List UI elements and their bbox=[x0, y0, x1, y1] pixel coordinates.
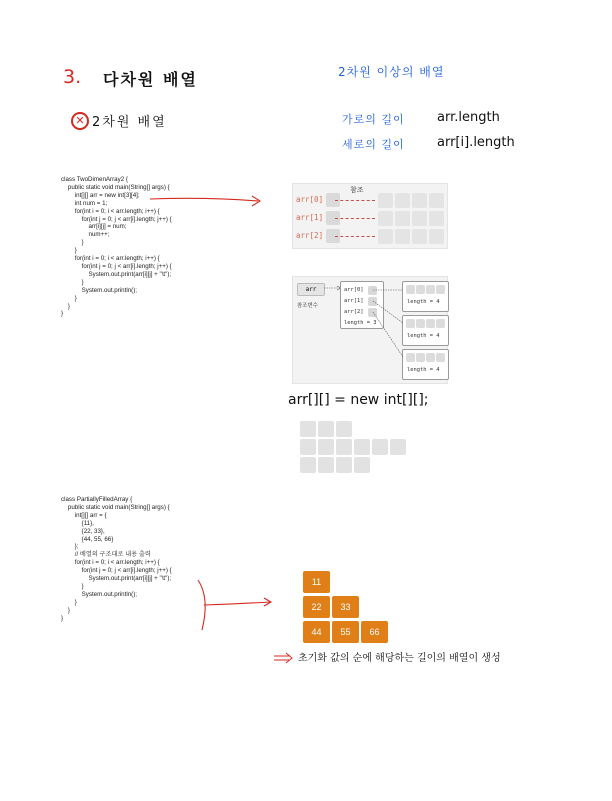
arrow-icon bbox=[273, 652, 295, 664]
array-value-cell: 11 bbox=[303, 571, 330, 593]
array-cell bbox=[412, 229, 427, 244]
pointer-lines bbox=[370, 285, 410, 375]
bottom-note: 초기화 값의 순에 해당하는 길이의 배열이 생성 bbox=[298, 653, 501, 664]
sub-array-cell bbox=[426, 353, 435, 362]
code-line: {22, 33}, bbox=[61, 527, 105, 535]
code-line: for(int i = 0; i < arr.length; i++) { bbox=[61, 255, 160, 263]
code-line: {44, 55, 66} bbox=[61, 535, 114, 543]
ref-array-item: arr[1] bbox=[344, 298, 364, 304]
row-reference-label: arr[0] bbox=[296, 195, 324, 204]
col-length-label: 세로의 길이 bbox=[342, 138, 405, 151]
array-cell bbox=[395, 211, 410, 226]
array-cell bbox=[429, 193, 444, 208]
grid-cell bbox=[372, 439, 388, 455]
grid-cell bbox=[354, 457, 370, 473]
ref-array-item: arr[0] bbox=[344, 287, 364, 293]
ref-array-item: length = 3 bbox=[344, 320, 377, 326]
code-line: } bbox=[61, 614, 64, 622]
grid-cell bbox=[354, 439, 370, 455]
sub-array-length: length = 4 bbox=[407, 299, 440, 305]
code-line: int[][] arr = new int[3][4]; bbox=[61, 191, 140, 199]
array-cell bbox=[395, 229, 410, 244]
code-line: } bbox=[61, 582, 84, 590]
code-line: System.out.print(arr[i][j] + "\t"); bbox=[61, 575, 172, 583]
code-line: class TwoDimenArray2 { bbox=[61, 176, 128, 183]
code-line: } bbox=[61, 278, 84, 286]
code-line: class PartiallyFilledArray { bbox=[61, 496, 133, 503]
code-line: } bbox=[61, 294, 77, 302]
row-reference-label: arr[2] bbox=[296, 231, 324, 240]
array-cell bbox=[412, 211, 427, 226]
sub-array-cell bbox=[416, 319, 425, 328]
dashed-arrow bbox=[335, 218, 375, 219]
ref-var-caption: 참조변수 bbox=[297, 303, 318, 309]
grid-cell bbox=[336, 421, 352, 437]
array-value-cell: 55 bbox=[332, 621, 359, 643]
grid-cell bbox=[336, 439, 352, 455]
array-cell bbox=[395, 193, 410, 208]
code-line: for(int j = 0; j < arr[i].length; j++) { bbox=[61, 567, 172, 575]
circled-x-icon: ✕ bbox=[71, 112, 89, 130]
code-line: System.out.print(arr[i][j] + "\t"); bbox=[61, 270, 172, 278]
code-line: }; bbox=[61, 543, 79, 551]
array-cell bbox=[378, 211, 393, 226]
grid-cell bbox=[390, 439, 406, 455]
ref-var-box: arr bbox=[297, 283, 325, 296]
code-line: // 배열의 구조대로 내용 출력 bbox=[61, 551, 151, 559]
code-line: for(int j = 0; j < arr[i].length; j++) { bbox=[61, 215, 172, 223]
code-line: public static void main(String[] args) { bbox=[61, 503, 170, 511]
code-line: arr[i][j] = num; bbox=[61, 223, 127, 231]
col-length-expr: arr[i].length bbox=[437, 135, 515, 150]
sub-array-cell bbox=[426, 285, 435, 294]
code-line: } bbox=[61, 239, 84, 247]
code-block-partially-filled-array bbox=[61, 496, 172, 623]
grid-cell bbox=[300, 457, 316, 473]
grid-cell bbox=[318, 421, 334, 437]
code-line: public static void main(String[] args) { bbox=[61, 183, 170, 191]
code-line: {11}, bbox=[61, 519, 94, 527]
row-length-expr: arr.length bbox=[437, 110, 500, 125]
sub-array-cell bbox=[436, 319, 445, 328]
handwritten-declaration: arr[][] = new int[][]; bbox=[288, 392, 429, 408]
code-line: for(int i = 0; i < arr.length; i++) { bbox=[61, 207, 160, 215]
code-line: } bbox=[61, 310, 64, 318]
code-line: for(int j = 0; j < arr[i].length; j++) { bbox=[61, 262, 172, 270]
code-line: num++; bbox=[61, 231, 110, 239]
array-value-cell: 33 bbox=[332, 596, 359, 618]
sub-array-length: length = 4 bbox=[407, 367, 440, 373]
array-cell bbox=[378, 229, 393, 244]
array-cell bbox=[412, 193, 427, 208]
row-reference-label: arr[1] bbox=[296, 213, 324, 222]
subsection-title: 2차원 배열 bbox=[92, 115, 167, 130]
sub-array-cell bbox=[416, 353, 425, 362]
row-length-label: 가로의 길이 bbox=[342, 113, 405, 126]
sub-array-cell bbox=[436, 353, 445, 362]
dashed-arrow bbox=[335, 236, 375, 237]
arrow-icon bbox=[190, 578, 276, 634]
array-cell bbox=[429, 229, 444, 244]
dashed-arrow bbox=[335, 200, 375, 201]
code-line: for(int i = 0; i < arr.length; i++) { bbox=[61, 559, 160, 567]
grid-cell bbox=[300, 421, 316, 437]
right-title: 2차원 이상의 배열 bbox=[338, 65, 445, 79]
code-line: } bbox=[61, 598, 77, 606]
grid-cell bbox=[318, 439, 334, 455]
array-value-cell: 66 bbox=[361, 621, 388, 643]
sub-array-cell bbox=[426, 319, 435, 328]
code-line: int[][] arr = { bbox=[61, 511, 107, 519]
code-line: } bbox=[61, 606, 70, 614]
array-cell bbox=[429, 211, 444, 226]
sub-array-cell bbox=[416, 285, 425, 294]
grid-cell bbox=[318, 457, 334, 473]
code-line: } bbox=[61, 247, 77, 255]
grid-cell bbox=[300, 439, 316, 455]
code-line: int num = 1; bbox=[61, 199, 108, 207]
array-value-cell: 22 bbox=[303, 596, 330, 618]
section-number: 3. bbox=[63, 66, 82, 88]
grid-cell bbox=[336, 457, 352, 473]
sub-array-length: length = 4 bbox=[407, 333, 440, 339]
array-cell bbox=[378, 193, 393, 208]
code-line: System.out.println(); bbox=[61, 590, 137, 598]
sub-array-cell bbox=[436, 285, 445, 294]
reference-label: 참조 bbox=[350, 186, 364, 194]
ref-array-item: arr[2] bbox=[344, 309, 364, 315]
arrow-icon bbox=[148, 192, 264, 210]
array-value-cell: 44 bbox=[303, 621, 330, 643]
code-line: } bbox=[61, 302, 70, 310]
section-title: 다차원 배열 bbox=[103, 70, 198, 89]
code-line: System.out.println(); bbox=[61, 286, 137, 294]
